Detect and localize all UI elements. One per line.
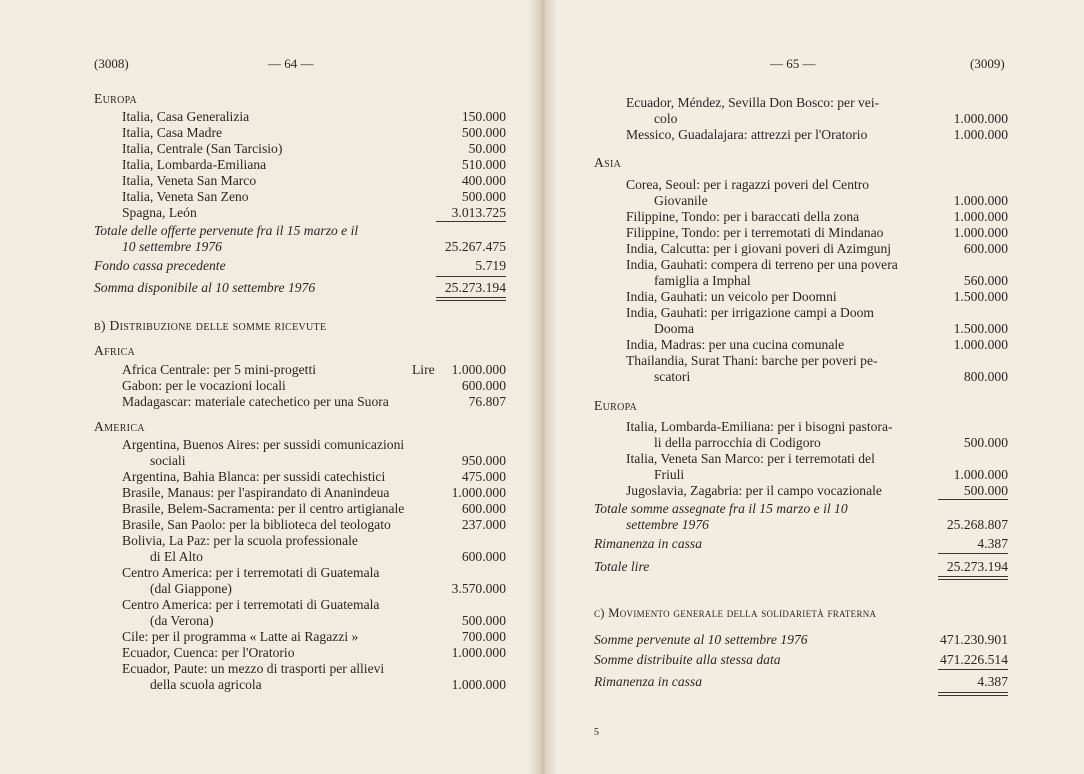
list-item-label: Ecuador, Méndez, Sevilla Don Bosco: per vei- xyxy=(626,95,880,110)
rimanenza-value: 4.387 xyxy=(977,536,1008,551)
list-item-value: 50.000 xyxy=(468,141,506,156)
list-item-label: India, Gauhati: per irrigazione campi a Doom xyxy=(626,305,874,320)
list-item-value: 150.000 xyxy=(461,109,506,124)
list-item-label: Italia, Centrale (San Tarcisio) xyxy=(122,141,283,156)
list-item-label: Ecuador, Paute: un mezzo di trasporti per allievi xyxy=(122,661,385,676)
list-item-value: 76.807 xyxy=(468,394,506,409)
section-b-title: b) Distribuzione delle somme ricevute xyxy=(94,318,327,333)
list-item-label: Africa Centrale: per 5 mini-progetti xyxy=(122,362,317,377)
c-item-label: Rimanenza in cassa xyxy=(594,674,702,689)
list-item-label: Bolivia, La Paz: per la scuola professionale xyxy=(122,533,358,548)
totale-offerte-label: Totale delle offerte pervenute fra il 15 marzo e il xyxy=(94,223,359,238)
list-item-label-cont: (dal Giappone) xyxy=(150,581,232,596)
c-item-value: 471.230.901 xyxy=(940,632,1008,647)
list-item-value: 1.000.000 xyxy=(451,362,506,377)
sum-rule xyxy=(938,553,1008,554)
sum-rule xyxy=(938,669,1008,670)
list-item-label: Brasile, San Paolo: per la biblioteca del teologato xyxy=(122,517,391,532)
double-rule xyxy=(436,297,506,298)
list-item-label: India, Madras: per una cucina comunale xyxy=(626,337,845,352)
totale-lire-label: Totale lire xyxy=(594,559,650,574)
list-item-label: Brasile, Belem-Sacramenta: per il centro artigianale xyxy=(122,501,405,516)
list-item-value: 1.000.000 xyxy=(953,193,1008,208)
double-rule xyxy=(436,300,506,301)
list-item-label: Gabon: per le vocazioni locali xyxy=(122,378,286,393)
list-item-value: 475.000 xyxy=(461,469,506,484)
totale-assegnate-label: Totale somme assegnate fra il 15 marzo e il 10 xyxy=(594,501,848,516)
section-c-title: c) Movimento generale della solidarietà fraterna xyxy=(594,606,877,620)
list-item-value: 510.000 xyxy=(461,157,506,172)
europa-heading: Europa xyxy=(94,91,138,106)
sum-rule xyxy=(436,276,506,277)
list-item-label-cont: famiglia a Imphal xyxy=(654,273,751,288)
sum-rule xyxy=(436,221,506,222)
signature-mark: 5 xyxy=(594,727,599,738)
list-item-value: 1.000.000 xyxy=(451,677,506,692)
list-item-label: Thailandia, Surat Thani: barche per poveri pe- xyxy=(626,353,878,368)
list-item-value: 700.000 xyxy=(461,629,506,644)
list-item-label: Centro America: per i terremotati di Guatemala xyxy=(122,597,380,612)
list-item-label: Brasile, Manaus: per l'aspirandato di Ananindeua xyxy=(122,485,390,500)
list-item-label-cont: (da Verona) xyxy=(150,613,214,628)
list-item-value: 1.000.000 xyxy=(953,127,1008,142)
list-item-value: 500.000 xyxy=(963,435,1008,450)
list-item-value: 500.000 xyxy=(963,483,1008,498)
list-item-label: Jugoslavia, Zagabria: per il campo vocazionale xyxy=(626,483,882,498)
list-item-label: Filippine, Tondo: per i terremotati di Mindanao xyxy=(626,225,884,240)
list-item-label: Italia, Casa Generalizia xyxy=(122,109,250,124)
list-item-label-cont: sociali xyxy=(150,453,186,468)
list-item-label: Argentina, Buenos Aires: per sussidi comunicazioni xyxy=(122,437,405,452)
asia-heading: Asia xyxy=(594,155,622,170)
double-rule xyxy=(938,579,1008,580)
list-item-value: 3.013.725 xyxy=(451,205,506,220)
list-item-label-cont: Dooma xyxy=(654,321,695,336)
list-item-label: Italia, Veneta San Marco: per i terremotati del xyxy=(626,451,875,466)
list-item-value: 500.000 xyxy=(461,189,506,204)
list-item-label: India, Calcutta: per i giovani poveri di Azimgunj xyxy=(626,241,892,256)
list-item-label: Filippine, Tondo: per i baraccati della zona xyxy=(626,209,860,224)
list-item-label: India, Gauhati: compera di terreno per una povera xyxy=(626,257,898,272)
totale-assegnate-value: 25.268.807 xyxy=(946,517,1008,532)
fondo-cassa-label: Fondo cassa precedente xyxy=(94,258,226,273)
fondo-cassa-value: 5.719 xyxy=(475,258,506,273)
book-gutter xyxy=(528,0,558,774)
page-code: (3008) xyxy=(94,56,129,71)
list-item-label-cont: Giovanile xyxy=(654,193,708,208)
c-item-label: Somme distribuite alla stessa data xyxy=(594,652,781,667)
list-item-label: Spagna, León xyxy=(122,205,197,220)
list-item-label: Ecuador, Cuenca: per l'Oratorio xyxy=(122,645,295,660)
list-item-value: 1.000.000 xyxy=(953,225,1008,240)
page-number: — 65 — xyxy=(770,56,816,71)
page-number: — 64 — xyxy=(268,56,314,71)
list-item-label: Italia, Casa Madre xyxy=(122,125,223,140)
list-item-value: 237.000 xyxy=(461,517,506,532)
list-item-label: Italia, Veneta San Zeno xyxy=(122,189,249,204)
list-item-value: 560.000 xyxy=(963,273,1008,288)
america-heading: America xyxy=(94,419,145,434)
europa-heading: Europa xyxy=(594,398,638,413)
double-rule xyxy=(938,692,1008,693)
list-item-value: 800.000 xyxy=(963,369,1008,384)
list-item-label-cont: colo xyxy=(654,111,678,126)
list-item-value: 1.500.000 xyxy=(953,321,1008,336)
list-item-value: 1.000.000 xyxy=(953,209,1008,224)
list-item-value: 3.570.000 xyxy=(451,581,506,596)
list-item-value: 1.000.000 xyxy=(451,485,506,500)
list-item-label: Madagascar: materiale catechetico per una Suora xyxy=(122,394,389,409)
list-item-label-cont: di El Alto xyxy=(150,549,203,564)
list-item-value: 1.500.000 xyxy=(953,289,1008,304)
list-item-value: 600.000 xyxy=(963,241,1008,256)
list-item-label: Argentina, Bahia Blanca: per sussidi catechistici xyxy=(122,469,386,484)
list-item-value: 600.000 xyxy=(461,501,506,516)
totale-offerte-label-cont: 10 settembre 1976 xyxy=(122,239,222,254)
page-code: (3009) xyxy=(970,56,1005,71)
c-item-value: 471.226.514 xyxy=(940,652,1008,667)
list-item-value: 1.000.000 xyxy=(953,467,1008,482)
totale-assegnate-label-cont: settembre 1976 xyxy=(626,517,709,532)
list-item-label: Corea, Seoul: per i ragazzi poveri del Centro xyxy=(626,177,870,192)
list-item-label: Italia, Lombarda-Emiliana xyxy=(122,157,267,172)
list-item-value: 500.000 xyxy=(461,125,506,140)
list-item-label-cont: scatori xyxy=(654,369,691,384)
list-item-value: 1.000.000 xyxy=(953,337,1008,352)
list-item-label: Centro America: per i terremotati di Guatemala xyxy=(122,565,380,580)
list-item-value: 600.000 xyxy=(461,549,506,564)
list-item-label: Messico, Guadalajara: attrezzi per l'Oratorio xyxy=(626,127,868,142)
list-item-label: Italia, Lombarda-Emiliana: per i bisogni pastora- xyxy=(626,419,893,434)
list-item-value: 950.000 xyxy=(461,453,506,468)
list-item-value: 600.000 xyxy=(461,378,506,393)
rimanenza-label: Rimanenza in cassa xyxy=(594,536,702,551)
africa-heading: Africa xyxy=(94,343,136,358)
list-item-label-cont: della scuola agricola xyxy=(150,677,262,692)
list-item-label-cont: Friuli xyxy=(654,467,685,482)
list-item-value: 1.000.000 xyxy=(451,645,506,660)
double-rule xyxy=(938,695,1008,696)
somma-disponibile-label: Somma disponibile al 10 settembre 1976 xyxy=(94,280,316,295)
list-item-value: 400.000 xyxy=(461,173,506,188)
list-item-label: Cile: per il programma « Latte ai Ragazzi » xyxy=(122,629,359,644)
sum-rule xyxy=(938,499,1008,500)
c-item-value: 4.387 xyxy=(977,674,1008,689)
c-item-label: Somme pervenute al 10 settembre 1976 xyxy=(594,632,808,647)
totale-lire-value: 25.273.194 xyxy=(946,559,1008,574)
right-page xyxy=(542,0,1084,774)
somma-disponibile-value: 25.273.194 xyxy=(444,280,506,295)
list-item-value: 1.000.000 xyxy=(953,111,1008,126)
list-item-label: India, Gauhati: un veicolo per Doomni xyxy=(626,289,837,304)
list-item-label-cont: li della parrocchia di Codigoro xyxy=(654,435,821,450)
list-item-value: 500.000 xyxy=(461,613,506,628)
totale-offerte-value: 25.267.475 xyxy=(444,239,506,254)
list-item-label: Italia, Veneta San Marco xyxy=(122,173,257,188)
lire-label: Lire xyxy=(412,362,435,377)
double-rule xyxy=(938,576,1008,577)
